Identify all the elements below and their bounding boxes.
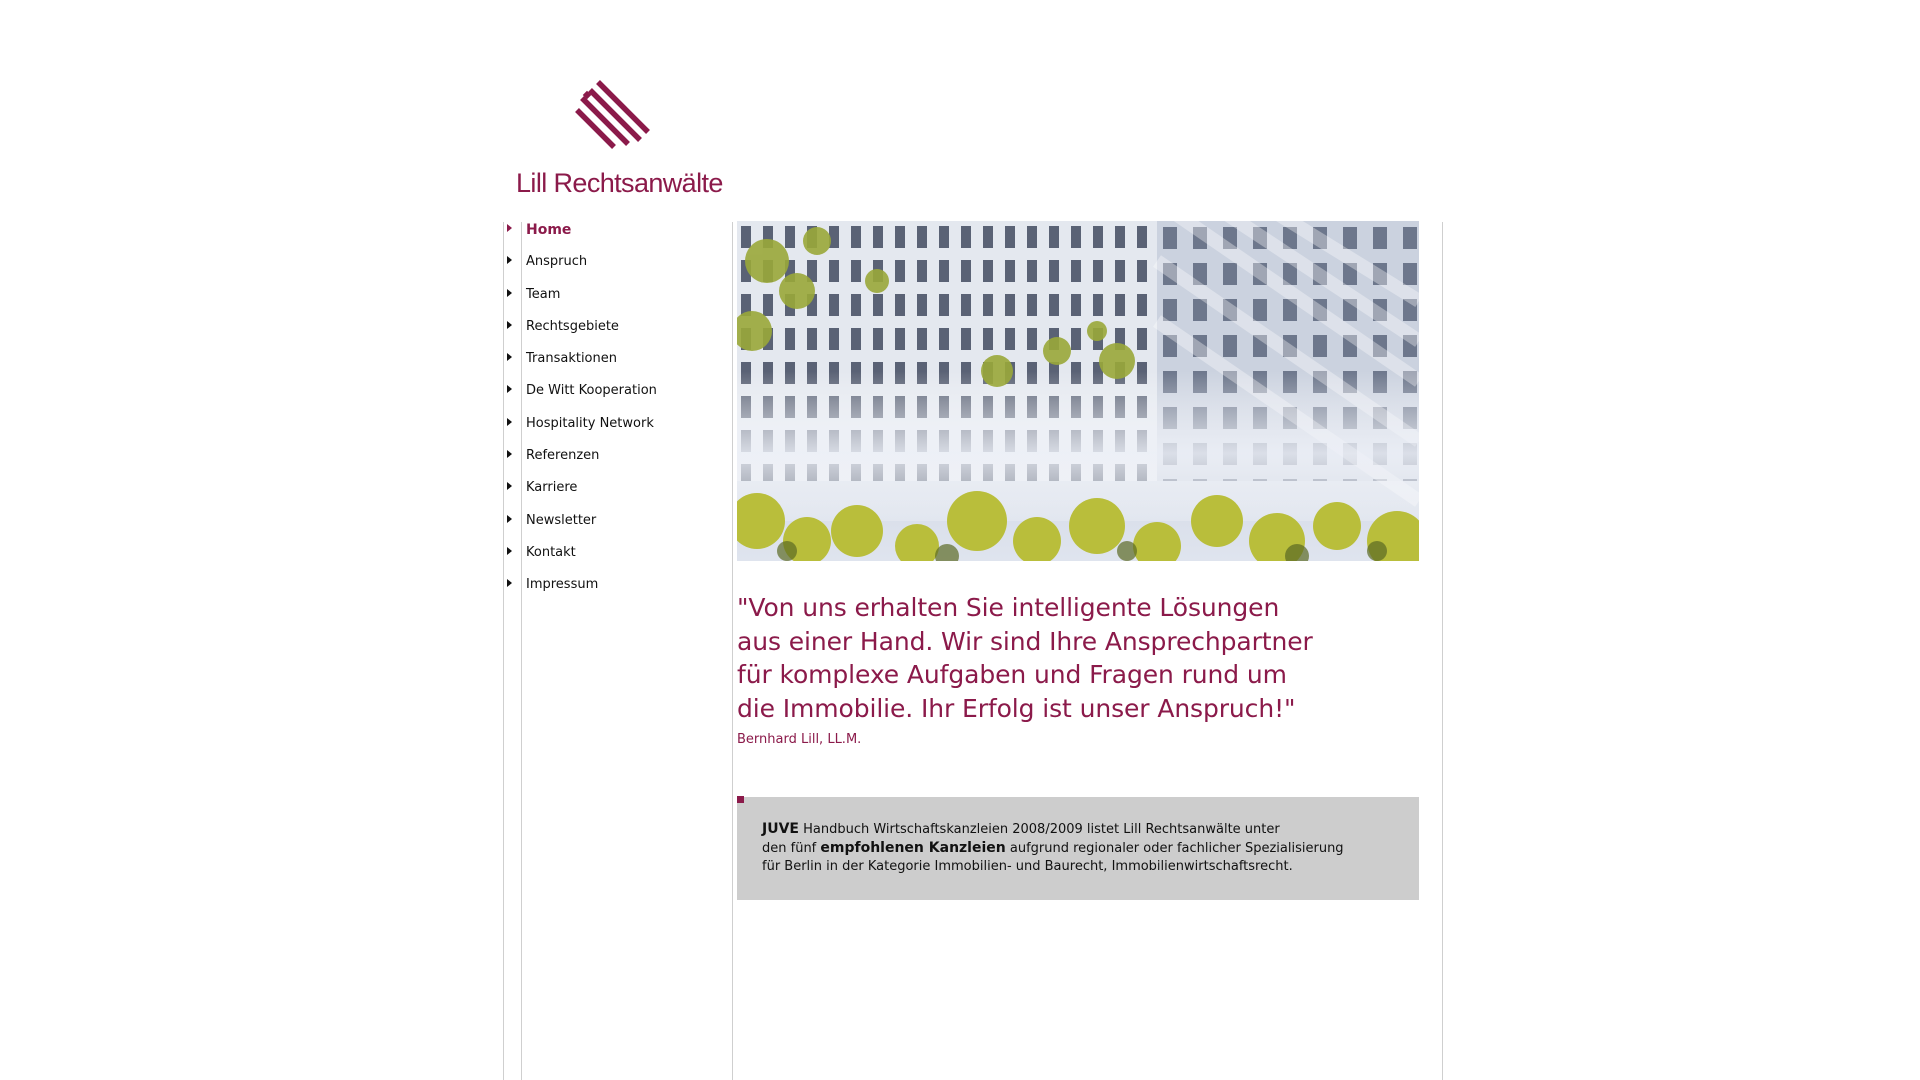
info-line-1 — [762, 820, 1344, 839]
arrow-right-icon — [507, 256, 512, 264]
nav-item-label: Karriere — [526, 480, 578, 496]
nav-item-label: De Witt Kooperation — [526, 383, 657, 399]
hero-image — [737, 221, 1419, 561]
arrow-right-icon — [507, 515, 512, 523]
nav-item-hospitality-network[interactable] — [505, 416, 725, 448]
diagonal-stripes-logo-icon — [574, 78, 654, 158]
nav-item-referenzen[interactable] — [505, 448, 725, 480]
nav-item-newsletter[interactable] — [505, 513, 725, 545]
logo-text: Lill Rechtsanwälte — [516, 168, 723, 198]
nav-item-anspruch[interactable] — [505, 254, 725, 286]
quote-line: die Immobilie. Ihr Erfolg ist unser Anspruch!" — [737, 693, 1296, 723]
nav-item-transaktionen[interactable] — [505, 351, 725, 383]
arrow-right-icon — [507, 450, 512, 458]
info-text-fragment: aufgrund regionaler oder fachlicher Spezialisierung — [1005, 841, 1344, 856]
arrow-right-icon — [507, 289, 512, 297]
info-text-fragment: Handbuch Wirtschaftskanzleien 2008/2009 listet Lill Rechtsanwälte unter — [798, 822, 1280, 837]
info-box — [737, 797, 1419, 900]
nav-item-team[interactable] — [505, 287, 725, 319]
info-line-3: für Berlin in der Kategorie Immobilien- und Baurecht, Immobilienwirtschaftsrecht. — [762, 859, 1293, 874]
quote — [737, 591, 1377, 725]
nav-item-label: Team — [526, 286, 561, 302]
nav-item-label: Hospitality Network — [526, 415, 654, 431]
nav-item-karriere[interactable] — [505, 480, 725, 512]
divider-nav-right — [732, 222, 733, 1080]
quote-author: Bernhard Lill, LL.M. — [737, 732, 862, 747]
logo[interactable] — [510, 78, 730, 203]
nav-item-label: Referenzen — [526, 448, 600, 464]
juve-label: JUVE — [762, 821, 799, 837]
nav-item-de-witt-kooperation[interactable] — [505, 383, 725, 415]
arrow-right-icon — [507, 547, 512, 555]
quote-line: für komplexe Aufgaben und Fragen rund um — [737, 660, 1287, 689]
nav-item-label: Rechtsgebiete — [526, 318, 619, 334]
arrow-right-icon — [507, 385, 512, 393]
nav-item-label: Kontakt — [526, 544, 576, 560]
marker-square — [737, 796, 744, 803]
nav-item-label: Impressum — [526, 577, 599, 593]
arrow-right-icon — [507, 224, 512, 232]
divider-right — [1442, 222, 1443, 1080]
hero-photo — [737, 221, 1419, 561]
arrow-right-icon — [507, 482, 512, 490]
arrow-right-icon — [507, 579, 512, 587]
info-text-fragment: den fünf — [762, 841, 821, 856]
info-text — [762, 820, 1344, 876]
arrow-right-icon — [507, 353, 512, 361]
arrow-right-icon — [507, 418, 512, 426]
quote-line: "Von uns erhalten Sie intelligente Lösungen — [737, 593, 1280, 622]
info-line-2 — [762, 839, 1344, 858]
nav-item-rechtsgebiete[interactable] — [505, 319, 725, 351]
nav-item-label: Transaktionen — [526, 351, 617, 367]
highlight-text: empfohlenen Kanzleien — [820, 840, 1006, 856]
nav-item-home[interactable] — [505, 222, 725, 254]
nav-item-kontakt[interactable] — [505, 545, 725, 577]
arrow-right-icon — [507, 321, 512, 329]
quote-line: aus einer Hand. Wir sind Ihre Ansprechpartner — [737, 626, 1313, 656]
nav-item-impressum[interactable] — [505, 577, 725, 609]
nav-item-label: Anspruch — [526, 254, 588, 270]
main-navigation — [505, 222, 725, 610]
nav-item-label: Home — [526, 222, 572, 238]
divider-left — [503, 222, 504, 1080]
nav-item-label: Newsletter — [526, 512, 597, 528]
